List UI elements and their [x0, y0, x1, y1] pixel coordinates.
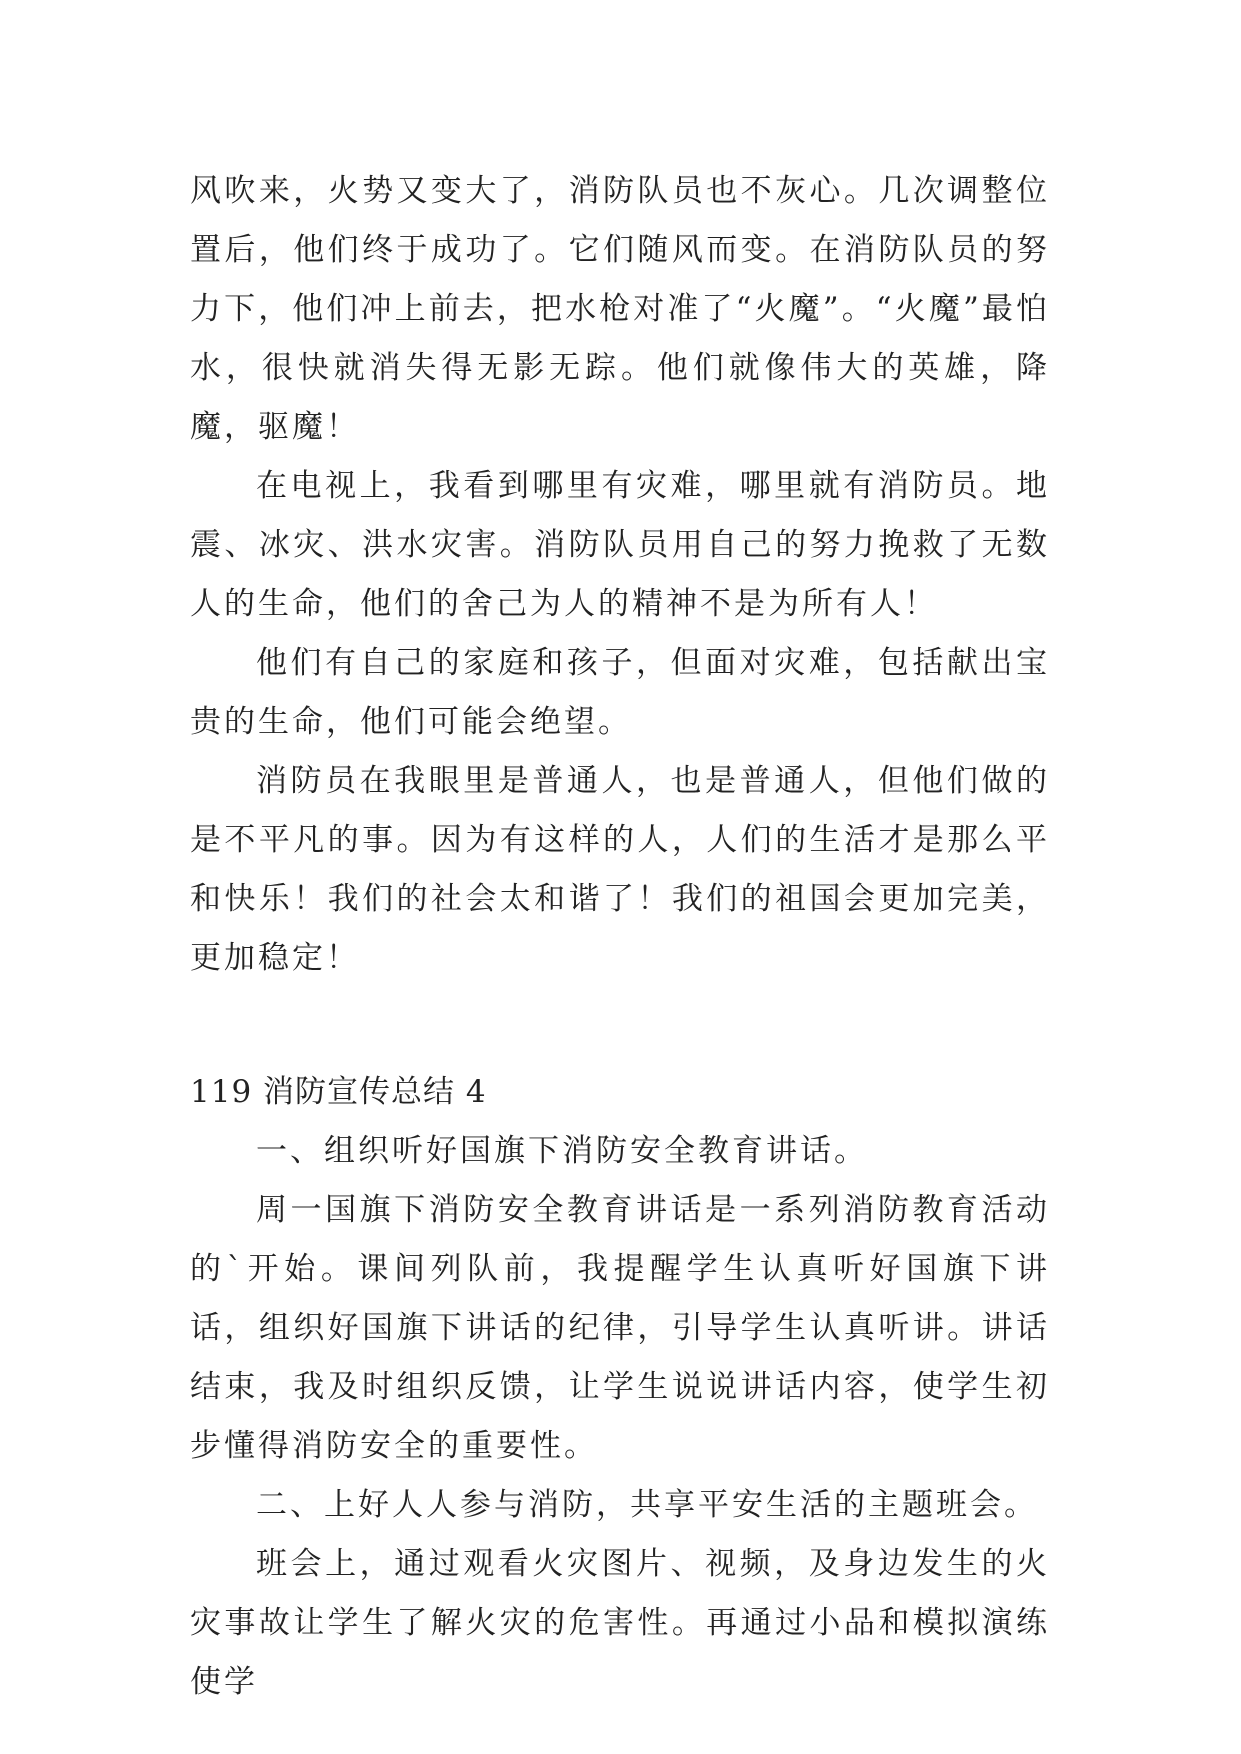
paragraph-class-meeting: 班会上，通过观看火灾图片、视频，及身边发生的火灾事故让学生了解火灾的危害性。再通过小品和模拟演练使学	[190, 1546, 1050, 1700]
paragraph-flag-speech: 周一国旗下消防安全教育讲话是一系列消防教育活动的`开始。课间列队前，我提醒学生认真听好国旗下讲话，组织好国旗下讲话的纪律，引导学生认真听讲。讲话结束，我及时组织反馈，让学生说说讲话内容，使学生初步懂得消防安全的重要性。	[190, 1192, 1050, 1464]
paragraph-family: 他们有自己的家庭和孩子，但面对灾难，包括献出宝贵的生命，他们可能会绝望。	[190, 645, 1050, 740]
section-title: 119 消防宣传总结 4	[190, 1074, 487, 1110]
heading-item-one: 一、组织听好国旗下消防安全教育讲话。	[256, 1133, 868, 1169]
paragraph-ordinary-people: 消防员在我眼里是普通人，也是普通人，但他们做的是不平凡的事。因为有这样的人，人们的生活才是那么平和快乐！我们的社会太和谐了！我们的祖国会更加完美，更加稳定！	[190, 763, 1050, 976]
paragraph-fire-fight: 风吹来，火势又变大了，消防队员也不灰心。几次调整位置后，他们终于成功了。它们随风而变。在消防队员的努力下，他们冲上前去，把水枪对准了“火魔”。“火魔”最怕水，很快就消失得无影无踪。他们就像伟大的英雄，降魔，驱魔！	[190, 173, 1050, 445]
heading-item-two: 二、上好人人参与消防，共享平安生活的主题班会。	[256, 1487, 1038, 1523]
document-body	[190, 162, 1050, 1712]
section-spacer	[190, 988, 1050, 1063]
paragraph-tv-disasters: 在电视上，我看到哪里有灾难，哪里就有消防员。地震、冰灾、洪水灾害。消防队员用自己的努力挽救了无数人的生命，他们的舍己为人的精神不是为所有人！	[190, 468, 1050, 622]
